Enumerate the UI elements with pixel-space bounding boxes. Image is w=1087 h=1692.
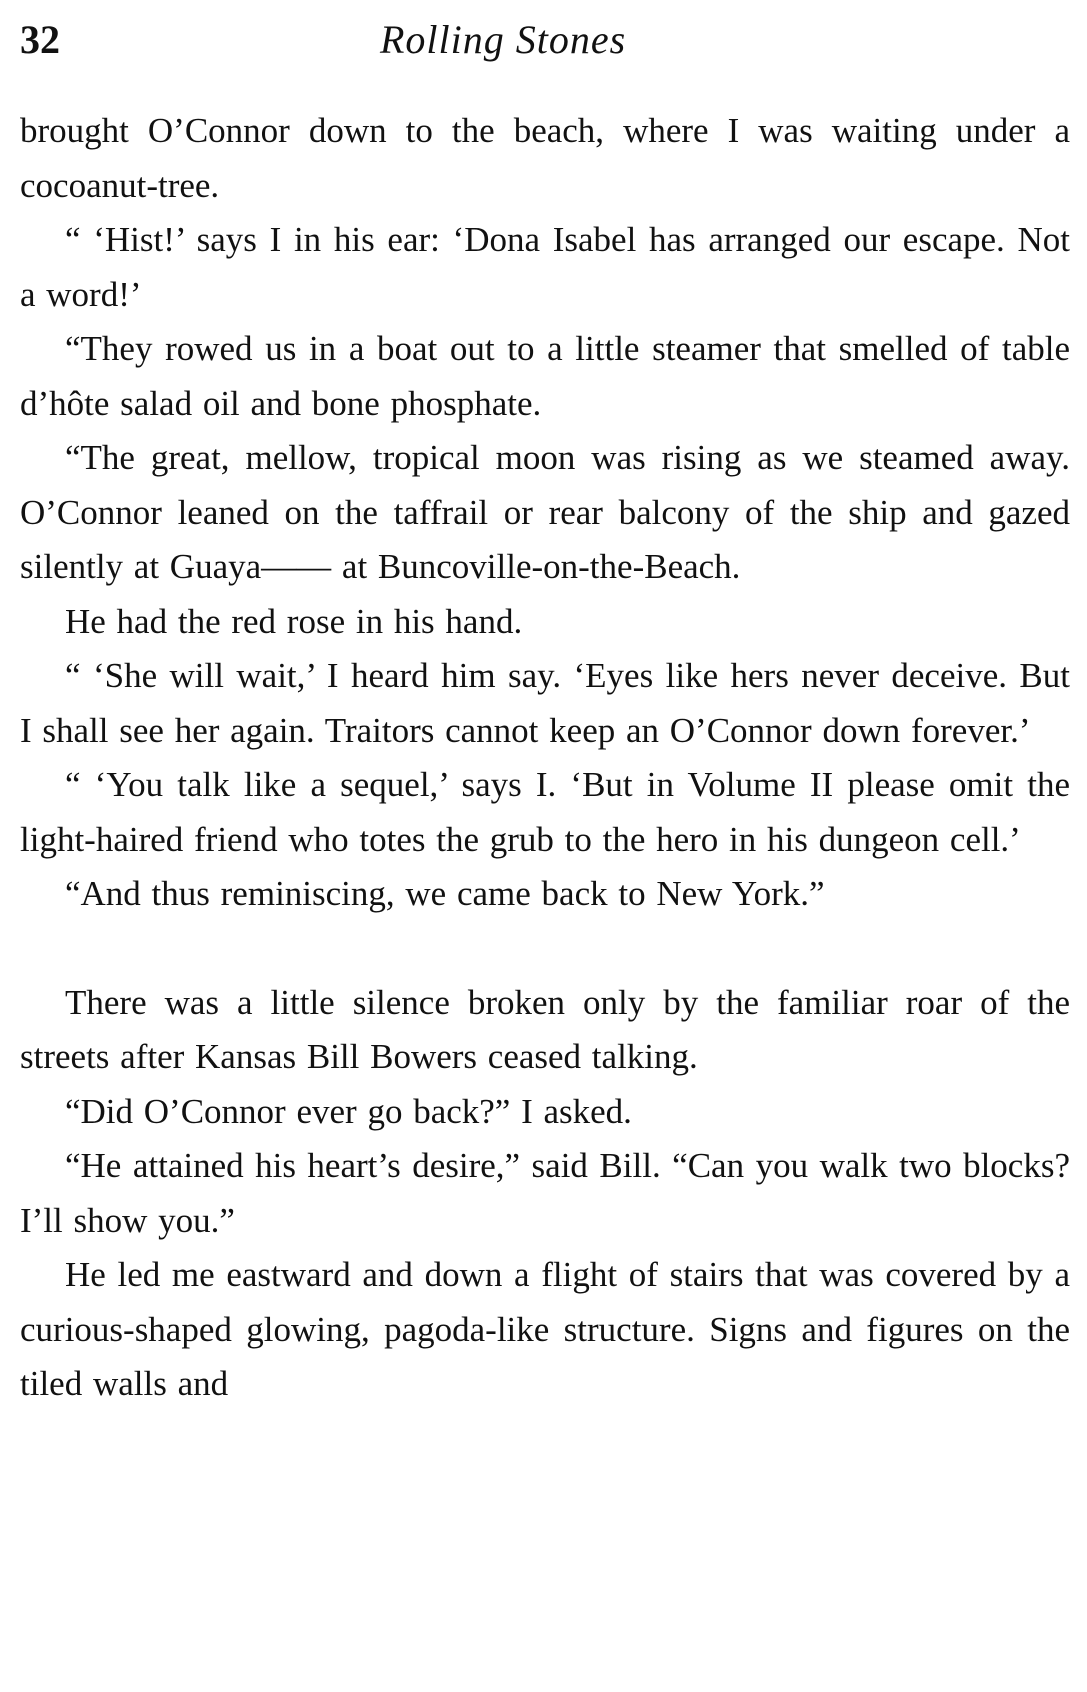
running-title: Rolling Stones	[380, 17, 627, 62]
paragraph: brought O’Connor down to the beach, where I was waiting under a cocoanut-tree.	[20, 111, 1070, 205]
paragraph: “The great, mellow, tropical moon was rising as we steamed away. O’Connor leaned on the taffrail or rear balcony of the ship and gazed silently at Guaya—— at Buncoville-on-the-Beach.	[20, 438, 1070, 586]
body-text	[20, 104, 1070, 1412]
paragraph: He had the red rose in his hand.	[65, 601, 523, 641]
page-header	[20, 14, 1070, 74]
paragraph: There was a little silence broken only by the familiar roar of the streets after Kansas Bill Bowers ceased talking.	[20, 982, 1070, 1076]
paragraph: “And thus reminiscing, we came back to New York.”	[65, 874, 825, 913]
paragraph: “He attained his heart’s desire,” said Bill. “Can you walk two blocks? I’ll show you.”	[20, 1146, 1070, 1240]
paragraph: “They rowed us in a boat out to a little steamer that smelled of table d’hôte salad oil and bone phosphate.	[20, 329, 1070, 423]
paragraph: “ ‘Hist!’ says I in his ear: ‘Dona Isabel has arranged our escape. Not a word!’	[20, 220, 1070, 314]
paragraph: “Did O’Connor ever go back?” I asked.	[65, 1091, 632, 1131]
paragraph: “ ‘She will wait,’ I heard him say. ‘Eyes like hers never deceive. But I shall see her again. Traitors cannot keep an O’Connor down forever.’	[20, 656, 1070, 750]
page-number: 32	[20, 17, 60, 62]
paragraph: “ ‘You talk like a sequel,’ says I. ‘But in Volume II please omit the light-haired friend who totes the grub to the hero in his dungeon cell.’	[20, 765, 1070, 859]
paragraph: He led me eastward and down a flight of stairs that was covered by a curious-shaped glowing, pagoda-like structure. Signs and figures on the tiled walls and	[20, 1255, 1070, 1403]
book-page	[20, 14, 1070, 1412]
